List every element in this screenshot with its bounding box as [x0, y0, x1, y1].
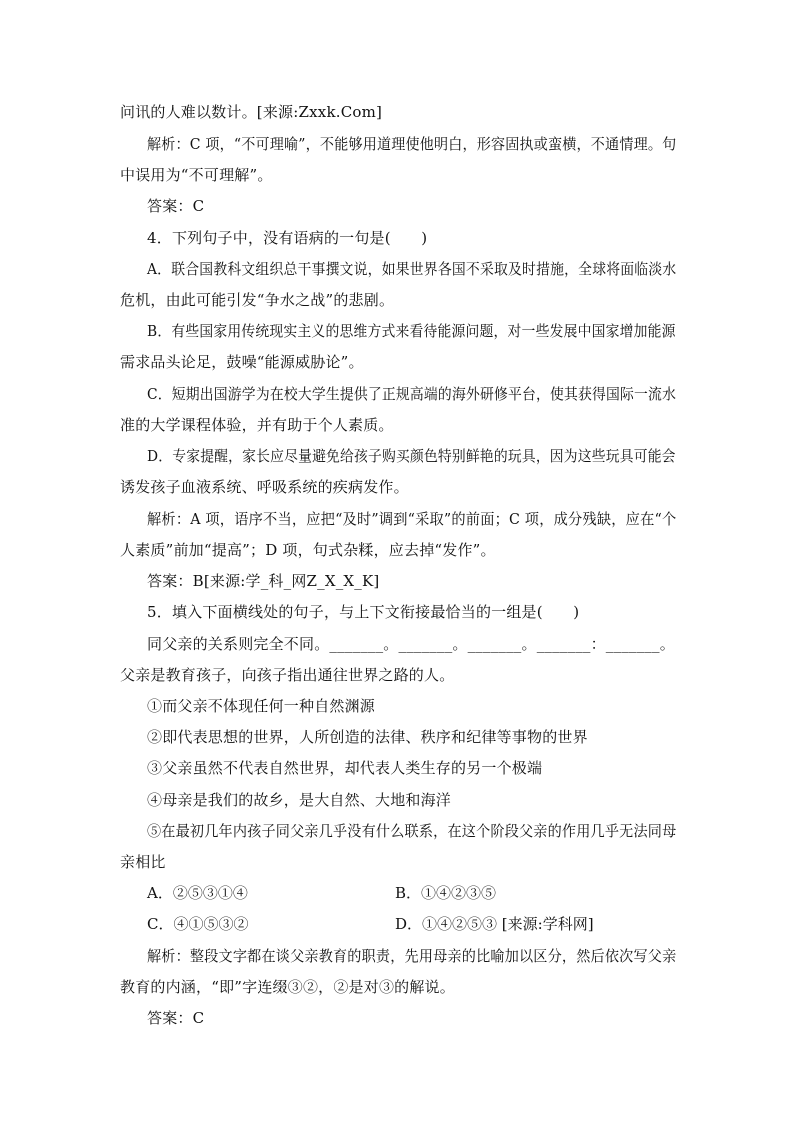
sentence-5: ⑤在最初几年内孩子同父亲几乎没有什么联系，在这个阶段父亲的作用几乎无法同母 — [147, 822, 677, 840]
analysis-q3: 解析：C 项，“不可理喻”，不能够用道理使他明白，形容固执或蛮横，不通情理。句 — [147, 135, 677, 153]
choice-c: C．④①⑤③② — [147, 915, 249, 933]
analysis-q5: 解析：整段文字都在谈父亲教育的职责，先用母亲的比喻加以区分，然后依次写父亲 — [147, 947, 677, 965]
text-line: 问讯的人难以数计。[来源:Zxxk.Com] — [120, 103, 383, 121]
answer-q5: 答案：C — [147, 1009, 205, 1027]
question-4-title: 4．下列句子中，没有语病的一句是( ) — [147, 229, 428, 247]
text-line: 需求品头论足，鼓噪“能源威胁论”。 — [120, 353, 364, 371]
passage-line: 同父亲的关系则完全不同。_______。_______。_______。_______：_______。 — [147, 635, 675, 653]
text-line: 诱发孩子血液系统、呼吸系统的疾病发作。 — [120, 478, 409, 496]
answer-q4: 答案：B[来源:学_科_网Z_X_X_K] — [147, 572, 380, 590]
text-line: 教育的内涵，“即”字连缀③②，②是对③的解说。 — [120, 978, 455, 996]
text-line: 中误用为“不可理解”。 — [120, 166, 273, 184]
sentence-4: ④母亲是我们的故乡，是大自然、大地和海洋 — [147, 791, 452, 809]
option-c: C．短期出国游学为在校大学生提供了正规高端的海外研修平台，使其获得国际一流水 — [147, 385, 677, 403]
text-line: 人素质”前加“提高”；D 项，句式杂糅，应去掉“发作”。 — [120, 541, 496, 559]
text-line: 亲相比 — [120, 853, 166, 871]
options-row-1 — [147, 883, 667, 903]
answer-q3: 答案：C — [147, 197, 205, 215]
choice-a: A．②⑤③①④ — [147, 884, 248, 902]
options-row-2 — [147, 914, 667, 934]
choice-d: D．①④②⑤③ [来源:学科网] — [395, 915, 594, 933]
text-line: 危机，由此可能引发“争水之战”的悲剧。 — [120, 291, 395, 309]
sentence-2: ②即代表思想的世界，人所创造的法律、秩序和纪律等事物的世界 — [147, 728, 588, 746]
option-b: B．有些国家用传统现实主义的思维方式来看待能源问题，对一些发展中国家增加能源 — [147, 322, 676, 340]
option-d: D．专家提醒，家长应尽量避免给孩子购买颜色特别鲜艳的玩具，因为这些玩具可能会 — [147, 447, 676, 465]
analysis-q4: 解析：A 项，语序不当，应把“及时”调到“采取”的前面；C 项，成分残缺，应在“个 — [147, 510, 677, 528]
sentence-3: ③父亲虽然不代表自然世界，却代表人类生存的另一个极端 — [147, 759, 543, 777]
choice-b: B．①④②③⑤ — [395, 884, 497, 902]
sentence-1: ①而父亲不体现任何一种自然渊源 — [147, 697, 376, 715]
option-a: A．联合国教科文组织总干事撰文说，如果世界各国不采取及时措施，全球将面临淡水 — [147, 260, 677, 278]
passage-line: 父亲是教育孩子，向孩子指出通往世界之路的人。 — [120, 666, 455, 684]
question-5-title: 5．填入下面横线处的句子，与上下文衔接最恰当的一组是( ) — [147, 603, 580, 621]
text-line: 准的大学课程体验，并有助于个人素质。 — [120, 416, 394, 434]
